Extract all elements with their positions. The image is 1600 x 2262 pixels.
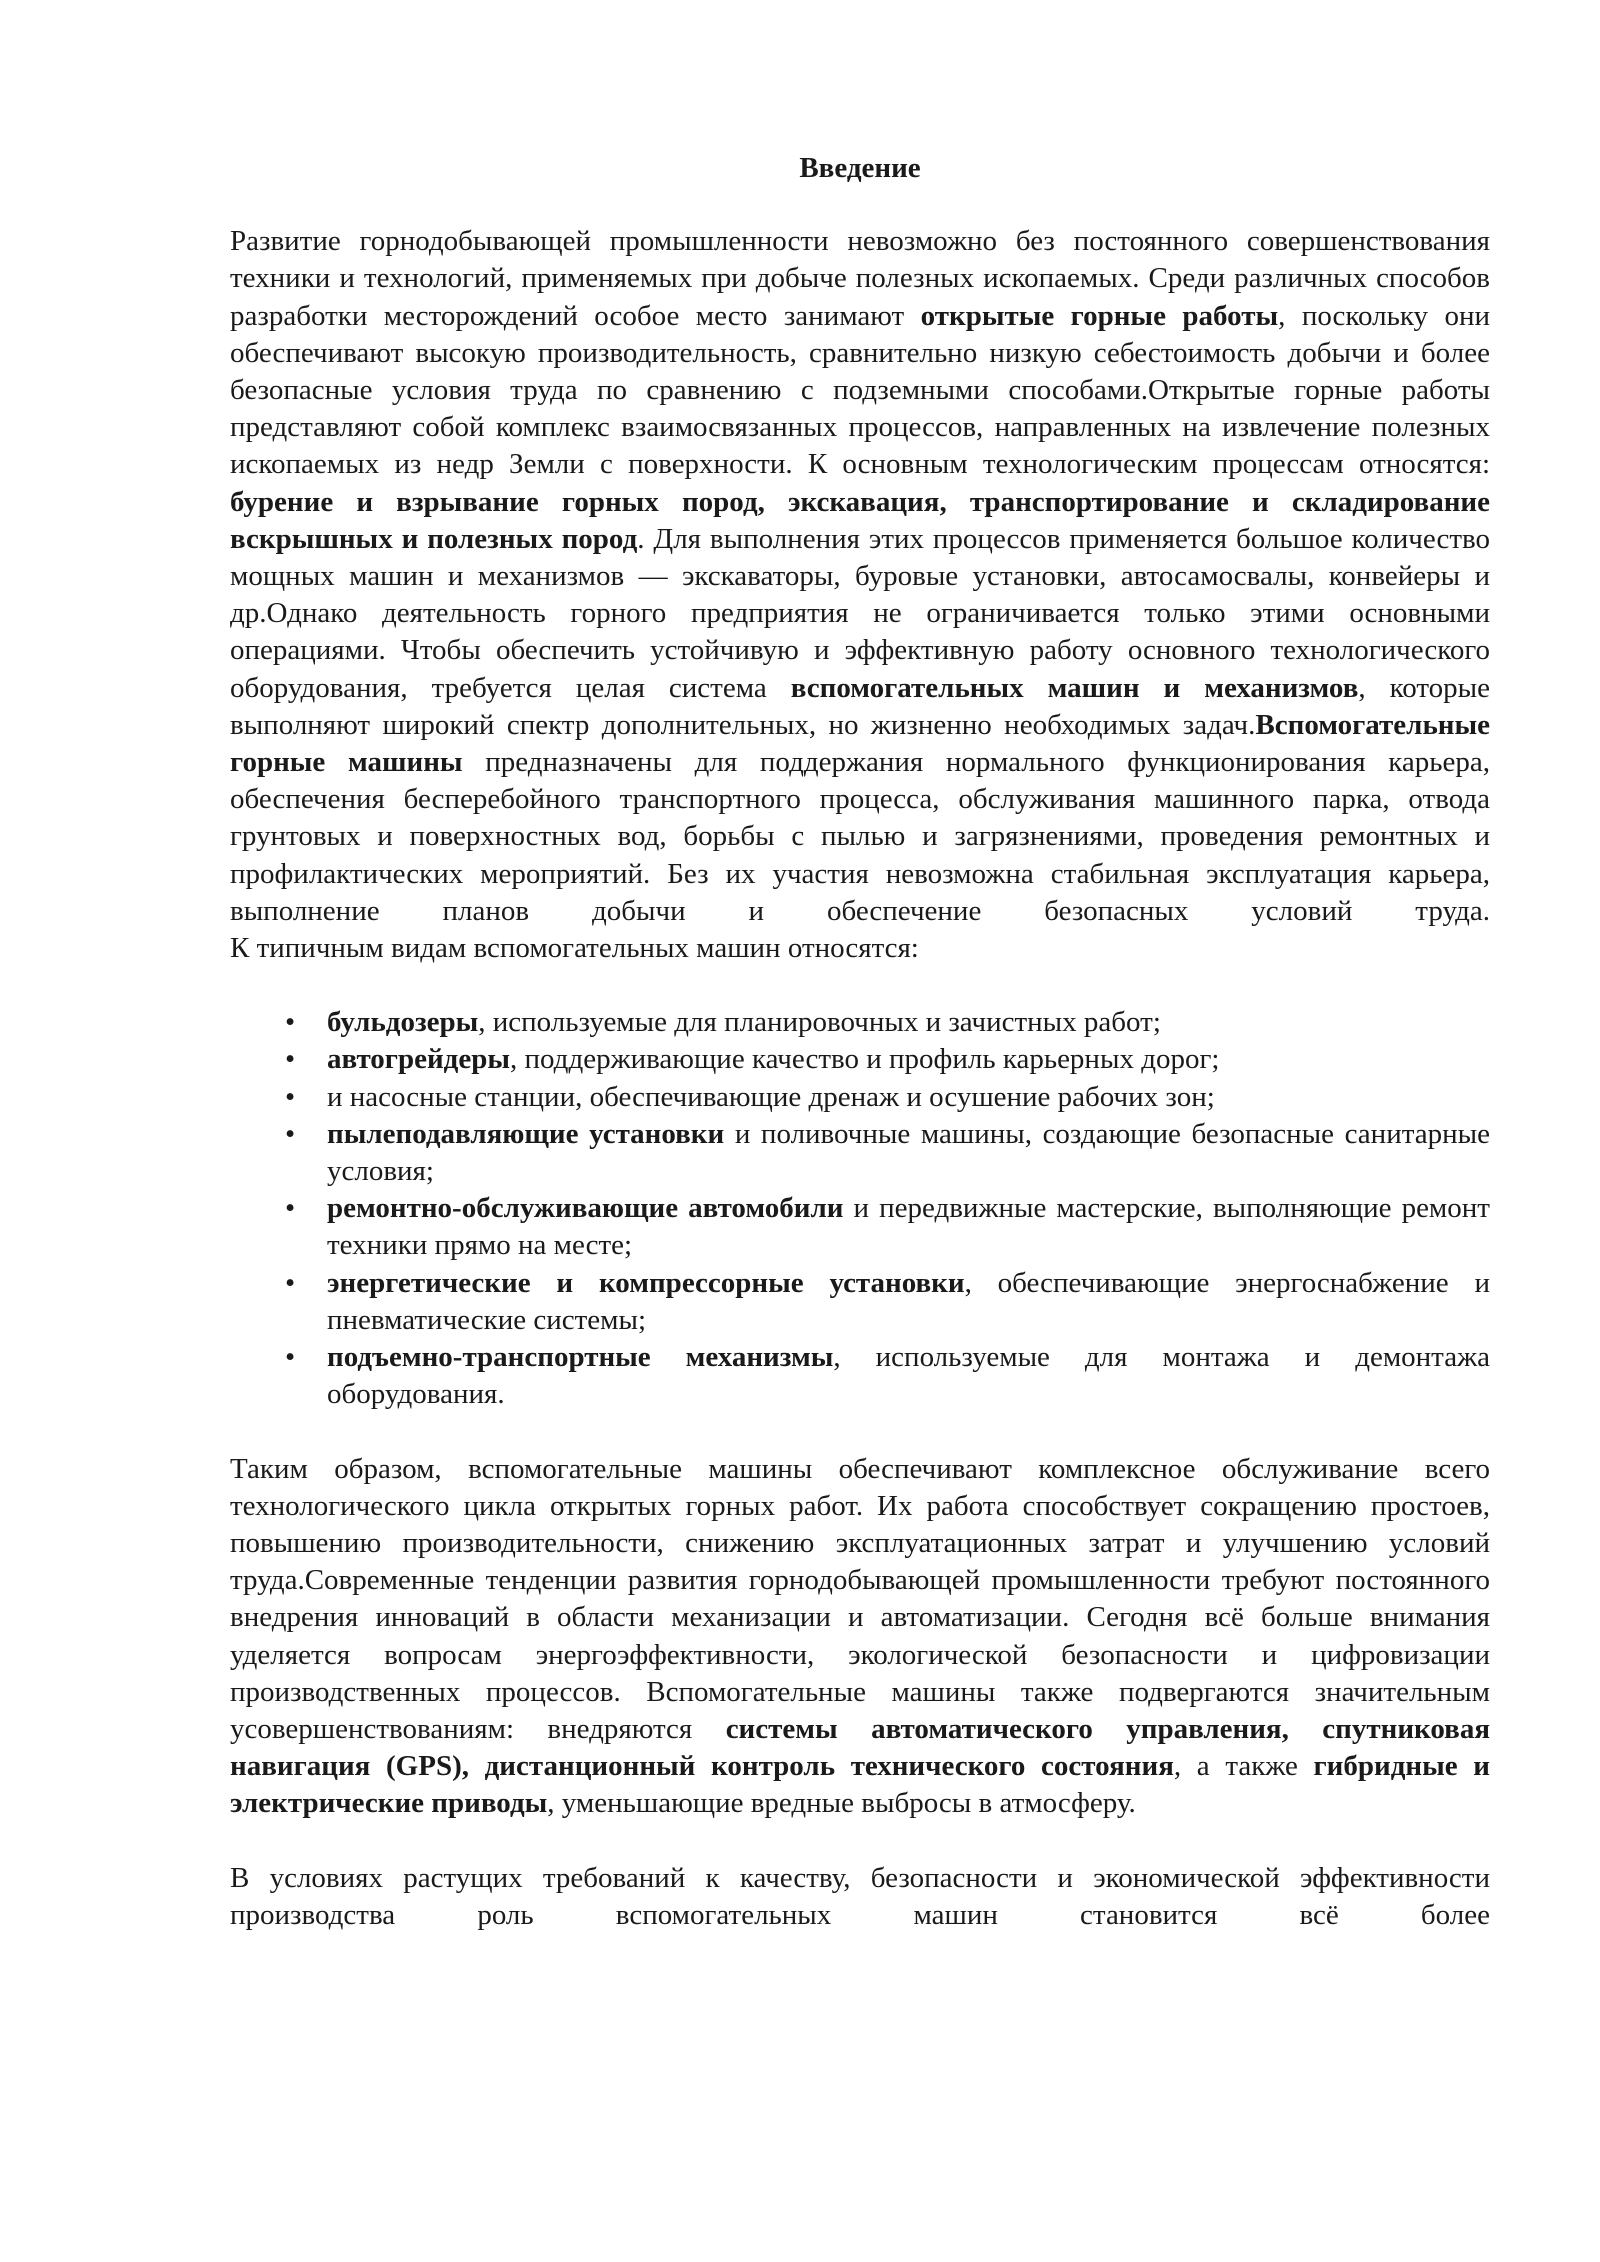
- bold-text: открытые горные работы: [920, 299, 1279, 332]
- text-run: , обеспечивающие энергоснабжение и пневматические системы;: [327, 1266, 1490, 1336]
- text-run: , а также: [1173, 1750, 1314, 1783]
- bullet-icon: •: [285, 1080, 296, 1113]
- spacer: [230, 1414, 1490, 1451]
- text-run: Таким образом, вспомогательные машины обеспечивают комплексное обслуживание всего технологического цикла открытых горных работ. Их работа способствует сокращению простоев, повышению производительности, снижению эксплуатационных затрат и улучшению условий труда.Современные тенденции развития горнодобывающей промышленности требуют постоянного внедрения инноваций в области механизации и автоматизации. Сегодня всё больше внимания уделяется вопросам энергоэффективности, экологической безопасности и цифровизации производственных процессов. Вспомогательные машины также подвергаются значительным усовершенствованиям: внедряются: [230, 1452, 1490, 1745]
- list-item: [230, 1116, 1490, 1190]
- bullet-icon: •: [285, 1341, 296, 1374]
- machines-list: [230, 1004, 1490, 1413]
- bullet-icon: •: [285, 1043, 296, 1076]
- text-run: и поливочные машины, создающие безопасные санитарные условия;: [327, 1117, 1490, 1188]
- bullet-icon: •: [285, 1006, 296, 1039]
- bold-text: автогрейдеры: [327, 1043, 510, 1076]
- bold-text: бурение и взрывание горных пород, экскавация, транспортирование и складирование вскрышных и полезных пород: [230, 485, 1490, 555]
- spacer: [230, 1823, 1490, 1860]
- text-run: Развитие горнодобывающей промышленности невозможно без постоянного совершенствования техники и технологий, применяемых при добыче полезных ископаемых. Среди различных способов разработки месторождений особое место занимают: [230, 225, 1490, 332]
- text-run: . Для выполнения этих процессов применяется большое количество мощных машин и механизмов — экскаваторы, буровые установки, автосамосвалы, конвейеры и др.Однако деятельность горного предприятия не ограничивается только этими основными операциями. Чтобы обеспечить устойчивую и эффективную работу основного технологического оборудования, требуется целая система: [230, 522, 1490, 704]
- text-run: В условиях растущих требований к качеству, безопасности и экономической эффективности производства роль вспомогательных машин становится всё более: [230, 1861, 1490, 1931]
- intro-paragraph: [230, 223, 1490, 930]
- closing-paragraph: [230, 1860, 1490, 1934]
- bold-text: бульдозеры: [327, 1006, 479, 1039]
- text-run: , используемые для монтажа и демонтажа оборудования.: [327, 1341, 1490, 1411]
- bold-text: подъемно-транспортные механизмы: [327, 1341, 834, 1374]
- bullet-icon: •: [285, 1192, 296, 1225]
- list-item: [230, 1339, 1490, 1413]
- list-item: [230, 1004, 1490, 1041]
- spacer: [230, 967, 1490, 1004]
- text-run: , которые выполняют широкий спектр дополнительных, но жизненно необходимых задач.: [230, 671, 1490, 741]
- bold-text: системы автоматического управления, спутниковая навигация (GPS), дистанционный контроль технического состояния: [230, 1712, 1491, 1783]
- conclusion-paragraph: [230, 1451, 1490, 1823]
- text-run: и передвижные мастерские, выполняющие ремонт техники прямо на месте;: [327, 1192, 1490, 1262]
- bold-text: вспомогательных машин и механизмов: [790, 671, 1359, 704]
- bullet-icon: •: [285, 1266, 296, 1299]
- text-run: , используемые для планировочных и зачистных работ;: [478, 1006, 1161, 1039]
- list-item: [230, 1190, 1490, 1264]
- text-run: предназначены для поддержания нормального функционирования карьера, обеспечения бесперебойного транспортного процесса, обслуживания машинного парка, отвода грунтовых и поверхностных вод, борьбы с пылью и загрязнениями, проведения ремонтных и профилактических мероприятий. Без их участия невозможна стабильная эксплуатация карьера, выполнение планов добычи и обеспечение безопасных условий труда.: [230, 746, 1490, 927]
- bold-text: гибридные и электрические приводы: [230, 1750, 1490, 1820]
- list-item: [230, 1079, 1490, 1116]
- list-item: [230, 1265, 1490, 1339]
- bold-text: Вспомогательные горные машины: [230, 708, 1490, 779]
- list-intro: К типичным видам вспомогательных машин относятся:: [230, 932, 919, 965]
- bold-text: ремонтно-обслуживающие автомобили: [327, 1192, 844, 1225]
- page-title: Введение: [799, 152, 921, 184]
- text-run: , уменьшающие вредные выбросы в атмосферу.: [547, 1787, 1136, 1820]
- bold-text: энергетические и компрессорные установки: [327, 1266, 965, 1299]
- bold-text: пылеподавляющие установки: [327, 1117, 725, 1150]
- bullet-icon: •: [285, 1117, 296, 1150]
- text-run: , поскольку они обеспечивают высокую производительность, сравнительно низкую себестоимость добычи и более безопасные условия труда по сравнению с подземными способами.Открытые горные работы представляют собой комплекс взаимосвязанных процессов, направленных на извлечение полезных ископаемых из недр Земли с поверхности. К основным технологическим процессам относятся:: [230, 299, 1491, 481]
- list-item: [230, 1041, 1490, 1078]
- document-page: [230, 150, 1490, 1934]
- text-run: , поддерживающие качество и профиль карьерных дорог;: [510, 1043, 1220, 1076]
- text-run: и насосные станции, обеспечивающие дренаж и осушение рабочих зон;: [327, 1080, 1215, 1113]
